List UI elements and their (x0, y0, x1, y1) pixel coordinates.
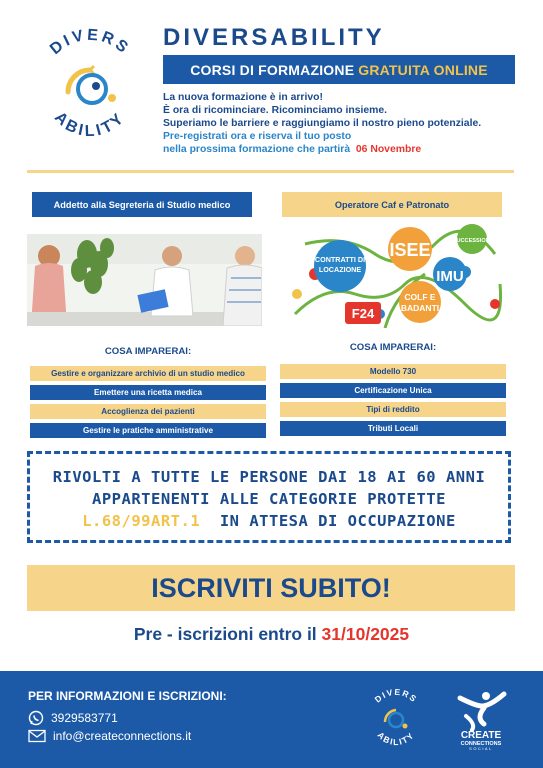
svg-text:ABILITY: ABILITY (375, 729, 417, 748)
phone-number[interactable]: 3929583771 (51, 711, 118, 725)
footer-title: PER INFORMAZIONI E ISCRIZIONI: (28, 689, 227, 703)
learn-title: COSA IMPARERAI: (104, 346, 192, 357)
learn-list-caf (280, 342, 506, 436)
illus-label: COLF E (404, 292, 436, 302)
illus-label: LOCAZIONE (318, 265, 362, 274)
learn-title: COSA IMPARERAI: (349, 342, 437, 353)
medical-office-photo (27, 234, 262, 326)
svg-text:DIVERS (47, 27, 133, 58)
mail-icon (28, 729, 46, 743)
logo2-main: CREATE (460, 730, 502, 741)
register-now-button[interactable]: ISCRIVITI SUBITO! (27, 565, 515, 611)
notice-line: RIVOLTI A TUTTE LE PERSONE DAI 18 AI 60 ANNI (52, 468, 486, 486)
whatsapp-icon (28, 710, 44, 726)
learn-item: Gestire le pratiche amministrative (30, 423, 266, 438)
intro-line: La nuova formazione è in arrivo! (163, 92, 323, 103)
learn-item: Modello 730 (280, 364, 506, 379)
course-banner (163, 55, 515, 84)
notice-line: L.68/99ART.1 IN ATTESA DI OCCUPAZIONE (82, 512, 456, 530)
illus-label: SUCCESSIONI (452, 238, 492, 244)
illus-label: ISEE (389, 240, 431, 260)
brand-title: DIVERSABILITY (163, 24, 385, 51)
diversability-logo (30, 26, 150, 136)
logo-text-bottom: ABILITY (51, 108, 129, 136)
learn-item: Certificazione Unica (280, 383, 506, 398)
learn-item: Tipi di reddito (280, 402, 506, 417)
registration-deadline: Pre - iscrizioni entro il 31/10/2025 (133, 624, 410, 644)
law-reference: L.68/99ART.1 (82, 512, 201, 530)
illus-label: BADANTI (400, 303, 440, 313)
illus-label: CONTRATTI DI (314, 255, 366, 264)
learn-item: Accoglienza dei pazienti (30, 404, 266, 419)
course-title-secretary: Addetto alla Segreteria di Studio medico (32, 192, 252, 217)
footer-phone[interactable] (28, 710, 118, 726)
eligibility-notice (27, 451, 511, 543)
learn-item: Tributi Locali (280, 421, 506, 436)
course-title-caf: Operatore Caf e Patronato (282, 192, 502, 217)
svg-text:DIVERS: DIVERS (372, 686, 420, 705)
diversability-footer-logo (365, 686, 427, 748)
caf-illustration (285, 224, 505, 328)
section-divider (27, 170, 514, 173)
illus-label: IMU (436, 268, 464, 285)
deadline-date: 31/10/2025 (321, 624, 410, 644)
intro-text (163, 91, 481, 156)
notice-line: APPARTENENTI ALLE CATEGORIE PROTETTE (92, 490, 446, 508)
prereg-line: Pre-registrati ora e riserva il tuo posto (163, 131, 352, 142)
create-connections-logo (446, 688, 516, 750)
banner-highlight-text: GRATUITA ONLINE (358, 61, 488, 78)
intro-line: Superiamo le barriere e raggiungiamo il nostro pieno potenziale. (163, 118, 482, 129)
banner-main-text: CORSI DI FORMAZIONE (190, 61, 355, 78)
learn-item: Emettere una ricetta medica (30, 385, 266, 400)
illus-label: F24 (351, 306, 375, 321)
start-date: 06 Novembre (355, 144, 422, 155)
learn-list-secretary (30, 346, 266, 438)
prereg-line-date: nella prossima formazione che partirà 06 Novembre (163, 144, 422, 155)
learn-item: Gestire e organizzare archivio di un studio medico (30, 366, 266, 381)
logo2-sub: CONNECTIONS (460, 741, 502, 747)
footer-email[interactable] (28, 729, 191, 743)
email-address[interactable]: info@createconnections.it (53, 729, 192, 743)
svg-text:ABILITY (51, 109, 129, 136)
logo2-tag: SOCIAL (469, 746, 493, 750)
logo-text-top: DIVERS (46, 26, 134, 59)
intro-line: È ora di ricominciare. Ricominciamo insieme. (163, 105, 388, 116)
